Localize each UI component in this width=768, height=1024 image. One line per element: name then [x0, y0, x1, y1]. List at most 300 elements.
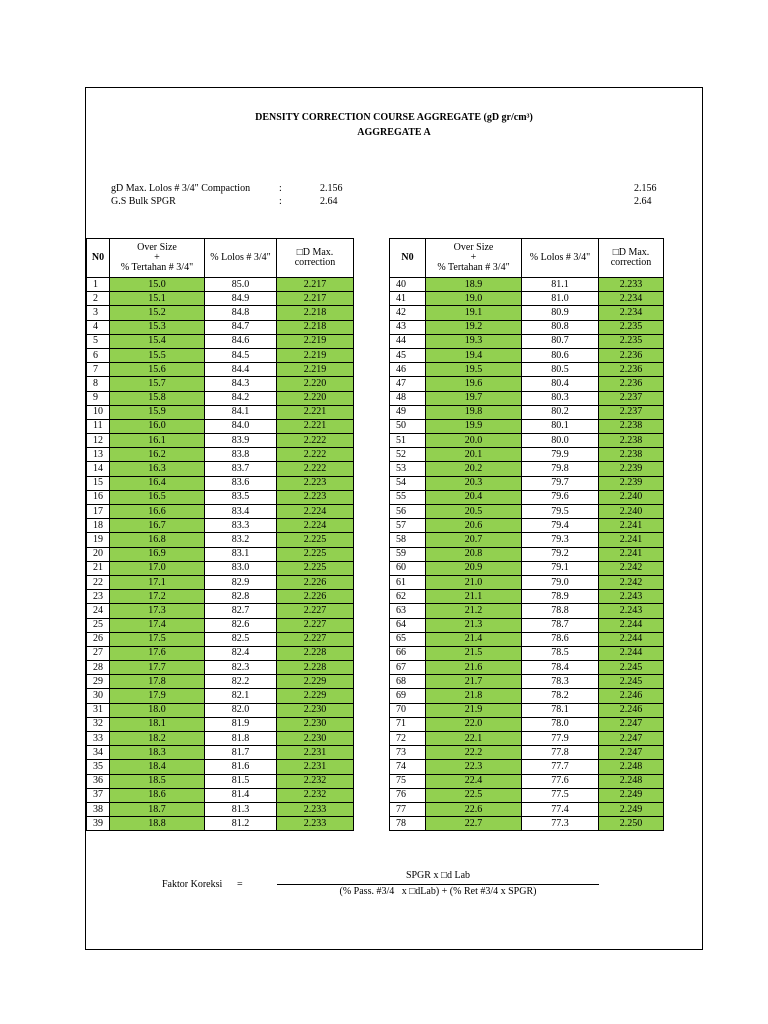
row-dd-max: 2.244 [599, 632, 664, 646]
table-row [87, 278, 354, 292]
table-row [390, 774, 664, 788]
row-dd-max: 2.248 [599, 760, 664, 774]
row-lolos: 82.7 [205, 604, 277, 618]
row-over-size: 16.7 [110, 519, 205, 533]
table-row [87, 575, 354, 589]
table-row [87, 561, 354, 575]
row-no: 77 [390, 802, 426, 816]
row-lolos: 80.8 [522, 320, 599, 334]
row-no: 73 [390, 746, 426, 760]
row-lolos: 83.1 [205, 547, 277, 561]
row-dd-max: 2.247 [599, 732, 664, 746]
table-row [87, 646, 354, 660]
row-no: 48 [390, 391, 426, 405]
row-dd-max: 2.250 [599, 817, 664, 831]
table-row [87, 604, 354, 618]
row-over-size: 18.6 [110, 788, 205, 802]
col-header-no: N0 [87, 239, 110, 278]
row-dd-max: 2.226 [277, 590, 354, 604]
row-no: 14 [87, 462, 110, 476]
row-lolos: 84.6 [205, 334, 277, 348]
table-row [390, 661, 664, 675]
row-lolos: 77.8 [522, 746, 599, 760]
row-lolos: 78.4 [522, 661, 599, 675]
left-correction-table [86, 238, 354, 831]
row-no: 68 [390, 675, 426, 689]
row-over-size: 22.3 [426, 760, 522, 774]
row-over-size: 19.8 [426, 405, 522, 419]
table-row [390, 292, 664, 306]
row-lolos: 79.5 [522, 505, 599, 519]
row-over-size: 22.6 [426, 802, 522, 816]
table-row [390, 476, 664, 490]
row-lolos: 83.2 [205, 533, 277, 547]
row-lolos: 82.5 [205, 632, 277, 646]
row-over-size: 18.7 [110, 802, 205, 816]
row-lolos: 84.2 [205, 391, 277, 405]
row-over-size: 16.6 [110, 505, 205, 519]
col-header-dd-max: □D Max. correction [277, 239, 354, 278]
row-no: 25 [87, 618, 110, 632]
row-no: 30 [87, 689, 110, 703]
row-lolos: 83.6 [205, 476, 277, 490]
row-over-size: 21.9 [426, 703, 522, 717]
table-row [390, 505, 664, 519]
row-over-size: 20.1 [426, 448, 522, 462]
table-row [390, 561, 664, 575]
row-dd-max: 2.230 [277, 732, 354, 746]
row-no: 69 [390, 689, 426, 703]
row-lolos: 82.1 [205, 689, 277, 703]
row-over-size: 16.4 [110, 476, 205, 490]
row-no: 3 [87, 306, 110, 320]
row-no: 37 [87, 788, 110, 802]
row-over-size: 18.5 [110, 774, 205, 788]
row-no: 29 [87, 675, 110, 689]
row-dd-max: 2.244 [599, 646, 664, 660]
table-row [87, 746, 354, 760]
row-dd-max: 2.225 [277, 533, 354, 547]
row-dd-max: 2.241 [599, 519, 664, 533]
row-lolos: 83.7 [205, 462, 277, 476]
row-dd-max: 2.240 [599, 505, 664, 519]
table-row [87, 689, 354, 703]
table-row [390, 448, 664, 462]
row-lolos: 78.0 [522, 717, 599, 731]
col-header-dd-max: □D Max. correction [599, 239, 664, 278]
table-row [390, 689, 664, 703]
row-no: 5 [87, 334, 110, 348]
formula-denominator: (% Pass. #3/4 x □dLab) + (% Ret #3/4 x SPGR) [339, 886, 537, 897]
row-no: 67 [390, 661, 426, 675]
table-row [87, 448, 354, 462]
table-row [87, 462, 354, 476]
row-lolos: 81.2 [205, 817, 277, 831]
table-row [390, 363, 664, 377]
row-over-size: 16.2 [110, 448, 205, 462]
col-header-lolos: % Lolos # 3/4" [522, 239, 599, 278]
table-row [87, 802, 354, 816]
row-over-size: 19.3 [426, 334, 522, 348]
row-no: 16 [87, 490, 110, 504]
row-dd-max: 2.219 [277, 363, 354, 377]
row-over-size: 21.0 [426, 575, 522, 589]
row-dd-max: 2.235 [599, 320, 664, 334]
row-no: 26 [87, 632, 110, 646]
row-dd-max: 2.233 [277, 817, 354, 831]
row-no: 44 [390, 334, 426, 348]
row-over-size: 21.4 [426, 632, 522, 646]
table-row [87, 306, 354, 320]
table-row [87, 590, 354, 604]
row-no: 12 [87, 434, 110, 448]
row-no: 57 [390, 519, 426, 533]
row-dd-max: 2.220 [277, 377, 354, 391]
row-dd-max: 2.237 [599, 405, 664, 419]
row-dd-max: 2.239 [599, 462, 664, 476]
row-over-size: 18.3 [110, 746, 205, 760]
row-over-size: 19.5 [426, 363, 522, 377]
row-dd-max: 2.238 [599, 419, 664, 433]
row-lolos: 78.7 [522, 618, 599, 632]
table-row [87, 348, 354, 362]
table-row [390, 675, 664, 689]
row-dd-max: 2.243 [599, 604, 664, 618]
row-over-size: 17.6 [110, 646, 205, 660]
formula-fraction-line [277, 884, 599, 885]
row-dd-max: 2.247 [599, 746, 664, 760]
row-over-size: 17.9 [110, 689, 205, 703]
table-row [390, 746, 664, 760]
row-lolos: 77.5 [522, 788, 599, 802]
row-over-size: 19.1 [426, 306, 522, 320]
row-over-size: 22.2 [426, 746, 522, 760]
row-no: 60 [390, 561, 426, 575]
table-row [87, 533, 354, 547]
row-lolos: 84.0 [205, 419, 277, 433]
row-no: 7 [87, 363, 110, 377]
row-over-size: 19.7 [426, 391, 522, 405]
row-dd-max: 2.229 [277, 689, 354, 703]
row-over-size: 15.3 [110, 320, 205, 334]
table-row [87, 760, 354, 774]
row-no: 66 [390, 646, 426, 660]
table-header-row [87, 239, 354, 278]
row-lolos: 80.9 [522, 306, 599, 320]
row-no: 70 [390, 703, 426, 717]
row-dd-max: 2.228 [277, 661, 354, 675]
table-row [87, 519, 354, 533]
row-lolos: 82.6 [205, 618, 277, 632]
table-row [390, 320, 664, 334]
row-lolos: 78.8 [522, 604, 599, 618]
row-over-size: 20.4 [426, 490, 522, 504]
row-over-size: 15.4 [110, 334, 205, 348]
row-dd-max: 2.232 [277, 774, 354, 788]
row-dd-max: 2.236 [599, 363, 664, 377]
row-lolos: 80.5 [522, 363, 599, 377]
row-no: 55 [390, 490, 426, 504]
table-row [390, 632, 664, 646]
row-dd-max: 2.223 [277, 490, 354, 504]
row-no: 32 [87, 717, 110, 731]
row-dd-max: 2.245 [599, 661, 664, 675]
row-no: 59 [390, 547, 426, 561]
row-over-size: 15.6 [110, 363, 205, 377]
table-row [390, 717, 664, 731]
row-over-size: 15.1 [110, 292, 205, 306]
row-no: 63 [390, 604, 426, 618]
col-header-over-size: Over Size + % Tertahan # 3/4" [426, 239, 522, 278]
row-dd-max: 2.221 [277, 405, 354, 419]
table-row [87, 434, 354, 448]
row-no: 50 [390, 419, 426, 433]
row-over-size: 20.5 [426, 505, 522, 519]
row-no: 9 [87, 391, 110, 405]
row-no: 13 [87, 448, 110, 462]
row-over-size: 18.2 [110, 732, 205, 746]
param-spgr-colon: : [279, 196, 282, 207]
row-dd-max: 2.249 [599, 788, 664, 802]
row-lolos: 79.6 [522, 490, 599, 504]
row-over-size: 22.7 [426, 817, 522, 831]
row-no: 42 [390, 306, 426, 320]
row-lolos: 82.0 [205, 703, 277, 717]
row-no: 19 [87, 533, 110, 547]
row-dd-max: 2.227 [277, 618, 354, 632]
row-lolos: 82.8 [205, 590, 277, 604]
param-spgr-value: 2.64 [320, 196, 338, 207]
row-no: 53 [390, 462, 426, 476]
row-dd-max: 2.241 [599, 533, 664, 547]
table-row [390, 732, 664, 746]
row-lolos: 84.8 [205, 306, 277, 320]
row-no: 34 [87, 746, 110, 760]
row-no: 78 [390, 817, 426, 831]
table-row [390, 533, 664, 547]
row-no: 20 [87, 547, 110, 561]
row-over-size: 15.5 [110, 348, 205, 362]
row-dd-max: 2.238 [599, 434, 664, 448]
row-dd-max: 2.247 [599, 717, 664, 731]
row-lolos: 80.1 [522, 419, 599, 433]
row-dd-max: 2.244 [599, 618, 664, 632]
table-row [390, 618, 664, 632]
row-lolos: 84.9 [205, 292, 277, 306]
row-lolos: 82.2 [205, 675, 277, 689]
row-dd-max: 2.223 [277, 476, 354, 490]
row-lolos: 79.1 [522, 561, 599, 575]
table-row [87, 788, 354, 802]
col-header-over-size: Over Size + % Tertahan # 3/4" [110, 239, 205, 278]
row-dd-max: 2.227 [277, 604, 354, 618]
row-dd-max: 2.232 [277, 788, 354, 802]
row-over-size: 20.8 [426, 547, 522, 561]
row-lolos: 84.3 [205, 377, 277, 391]
row-dd-max: 2.240 [599, 490, 664, 504]
table-header-row [390, 239, 664, 278]
row-dd-max: 2.225 [277, 547, 354, 561]
row-dd-max: 2.233 [277, 802, 354, 816]
row-dd-max: 2.237 [599, 391, 664, 405]
row-no: 28 [87, 661, 110, 675]
row-no: 38 [87, 802, 110, 816]
row-no: 76 [390, 788, 426, 802]
row-lolos: 84.7 [205, 320, 277, 334]
row-over-size: 16.5 [110, 490, 205, 504]
row-no: 56 [390, 505, 426, 519]
table-row [87, 632, 354, 646]
row-no: 6 [87, 348, 110, 362]
table-row [390, 278, 664, 292]
row-over-size: 16.1 [110, 434, 205, 448]
col-header-no: N0 [390, 239, 426, 278]
row-dd-max: 2.222 [277, 462, 354, 476]
row-lolos: 79.8 [522, 462, 599, 476]
row-lolos: 77.3 [522, 817, 599, 831]
row-over-size: 19.0 [426, 292, 522, 306]
table-row [390, 462, 664, 476]
row-no: 8 [87, 377, 110, 391]
table-row [87, 505, 354, 519]
row-lolos: 79.2 [522, 547, 599, 561]
table-row [87, 476, 354, 490]
row-lolos: 80.3 [522, 391, 599, 405]
row-over-size: 21.2 [426, 604, 522, 618]
row-over-size: 16.8 [110, 533, 205, 547]
row-lolos: 78.6 [522, 632, 599, 646]
row-lolos: 79.7 [522, 476, 599, 490]
row-over-size: 22.0 [426, 717, 522, 731]
row-over-size: 21.8 [426, 689, 522, 703]
row-lolos: 81.3 [205, 802, 277, 816]
row-no: 1 [87, 278, 110, 292]
row-lolos: 77.4 [522, 802, 599, 816]
row-over-size: 18.1 [110, 717, 205, 731]
row-no: 10 [87, 405, 110, 419]
row-over-size: 15.0 [110, 278, 205, 292]
row-lolos: 78.3 [522, 675, 599, 689]
row-dd-max: 2.238 [599, 448, 664, 462]
row-lolos: 80.6 [522, 348, 599, 362]
table-row [87, 391, 354, 405]
param-spgr-label: G.S Bulk SPGR [111, 196, 176, 207]
row-over-size: 17.4 [110, 618, 205, 632]
row-no: 24 [87, 604, 110, 618]
row-lolos: 81.1 [522, 278, 599, 292]
page-title: DENSITY CORRECTION COURSE AGGREGATE (gD gr/cm³) [255, 112, 533, 123]
row-dd-max: 2.230 [277, 717, 354, 731]
table-row [390, 434, 664, 448]
table-row [87, 405, 354, 419]
row-no: 61 [390, 575, 426, 589]
row-dd-max: 2.221 [277, 419, 354, 433]
param-gd-colon: : [279, 183, 282, 194]
table-row [390, 490, 664, 504]
row-lolos: 79.9 [522, 448, 599, 462]
row-over-size: 20.9 [426, 561, 522, 575]
table-row [87, 618, 354, 632]
table-row [390, 703, 664, 717]
param-spgr-value-right: 2.64 [634, 196, 652, 207]
row-lolos: 81.4 [205, 788, 277, 802]
row-no: 4 [87, 320, 110, 334]
row-lolos: 79.4 [522, 519, 599, 533]
row-over-size: 21.7 [426, 675, 522, 689]
row-no: 15 [87, 476, 110, 490]
row-no: 33 [87, 732, 110, 746]
col-header-lolos: % Lolos # 3/4" [205, 239, 277, 278]
row-over-size: 22.1 [426, 732, 522, 746]
row-lolos: 80.0 [522, 434, 599, 448]
table-row [390, 604, 664, 618]
table-row [390, 760, 664, 774]
table-row [87, 320, 354, 334]
row-over-size: 22.5 [426, 788, 522, 802]
row-lolos: 83.8 [205, 448, 277, 462]
table-row [87, 703, 354, 717]
row-dd-max: 2.231 [277, 760, 354, 774]
row-dd-max: 2.224 [277, 519, 354, 533]
row-lolos: 83.4 [205, 505, 277, 519]
row-no: 17 [87, 505, 110, 519]
table-row [87, 774, 354, 788]
row-dd-max: 2.236 [599, 377, 664, 391]
row-lolos: 80.7 [522, 334, 599, 348]
row-no: 35 [87, 760, 110, 774]
row-over-size: 19.6 [426, 377, 522, 391]
table-row [390, 377, 664, 391]
table-row [390, 348, 664, 362]
row-lolos: 77.9 [522, 732, 599, 746]
row-dd-max: 2.241 [599, 547, 664, 561]
row-over-size: 19.2 [426, 320, 522, 334]
row-no: 62 [390, 590, 426, 604]
param-gd-label: gD Max. Lolos # 3/4" Compaction [111, 183, 251, 194]
row-dd-max: 2.233 [599, 278, 664, 292]
table-row [87, 732, 354, 746]
row-over-size: 17.0 [110, 561, 205, 575]
row-no: 75 [390, 774, 426, 788]
row-lolos: 84.5 [205, 348, 277, 362]
row-no: 31 [87, 703, 110, 717]
row-no: 18 [87, 519, 110, 533]
table-row [390, 391, 664, 405]
row-lolos: 77.6 [522, 774, 599, 788]
row-over-size: 17.2 [110, 590, 205, 604]
row-over-size: 20.3 [426, 476, 522, 490]
row-dd-max: 2.228 [277, 646, 354, 660]
row-over-size: 22.4 [426, 774, 522, 788]
row-no: 40 [390, 278, 426, 292]
row-dd-max: 2.217 [277, 278, 354, 292]
row-lolos: 81.8 [205, 732, 277, 746]
row-lolos: 83.9 [205, 434, 277, 448]
row-no: 2 [87, 292, 110, 306]
row-over-size: 15.2 [110, 306, 205, 320]
row-no: 45 [390, 348, 426, 362]
row-lolos: 79.0 [522, 575, 599, 589]
row-over-size: 21.5 [426, 646, 522, 660]
row-lolos: 83.3 [205, 519, 277, 533]
row-over-size: 21.1 [426, 590, 522, 604]
row-lolos: 81.5 [205, 774, 277, 788]
row-dd-max: 2.242 [599, 561, 664, 575]
row-dd-max: 2.236 [599, 348, 664, 362]
row-lolos: 82.9 [205, 575, 277, 589]
row-dd-max: 2.235 [599, 334, 664, 348]
row-no: 52 [390, 448, 426, 462]
